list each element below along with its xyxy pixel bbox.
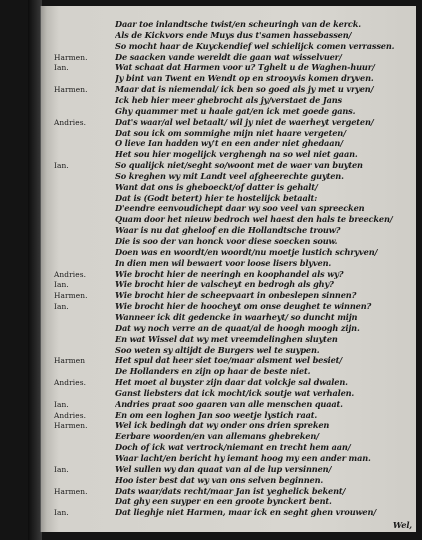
verse-line: [41, 171, 416, 182]
verse-text: In dien men wil bewaert voor loose lisers blyven.: [115, 257, 332, 268]
speaker-name: Harmen.: [54, 291, 88, 301]
verse-text: Ick heb hier meer ghebrocht als jy/verstaet de Jans: [115, 94, 342, 105]
verse-line: [41, 431, 416, 442]
verse-line: [41, 399, 416, 410]
verse-line: [41, 193, 416, 204]
verse-line: [41, 464, 416, 475]
verse-text: Hoo ister best dat wy van ons selven beginnen.: [115, 474, 324, 485]
verse-text: Wat schaat dat Harmen voor u? Tghelt u de Waghen-huur/: [115, 62, 375, 73]
book-page: [40, 6, 416, 532]
verse-line: [41, 366, 416, 377]
verse-line: [41, 160, 416, 171]
verse-line: [41, 312, 416, 323]
verse-text: Wanneer ick dit gedencke in waarheyt/ so duncht mijn: [115, 311, 358, 322]
verse-line: [41, 214, 416, 225]
verse-line: [41, 323, 416, 334]
verse-line: [41, 420, 416, 431]
speaker-name: Andries.: [54, 117, 87, 127]
verse-text: Want dat ons is gheboeckt/of datter is gehalt/: [115, 181, 318, 192]
verse-line: [41, 301, 416, 312]
verse-line: [41, 149, 416, 160]
verse-line: [41, 30, 416, 41]
verse-line: [41, 84, 416, 95]
verse-text: Als de Kickvors ende Muys dus t'samen hassebassen/: [115, 29, 352, 40]
verse-text: Dat wy noch verre an de quaat/al de hoogh moogh zijn.: [115, 322, 360, 333]
verse-text: Die is soo der van honck voor diese soecken souw.: [115, 236, 338, 247]
speaker-name: Harmen: [54, 356, 86, 366]
catchword-row: [41, 520, 416, 531]
verse-line: [41, 236, 416, 247]
verse-text: De saacken vande wereldt die gaan wat wisselvuer/: [115, 51, 342, 62]
dialogue-text-block: [41, 19, 416, 529]
verse-line: [41, 507, 416, 518]
verse-line: [41, 269, 416, 280]
speaker-name: Ian.: [54, 280, 69, 290]
verse-line: [41, 334, 416, 345]
speaker-name: Ian.: [54, 508, 69, 518]
speaker-name: Ian.: [54, 302, 69, 312]
speaker-name: Harmen.: [54, 486, 88, 496]
verse-line: [41, 95, 416, 106]
verse-text: Jy bint van Twent en Wendt op en strooyvis komen dryven.: [115, 73, 374, 84]
verse-text: D'eendre eenvoudichept daar wy soo veel van spreecken: [115, 203, 365, 214]
speaker-name: Harmen.: [54, 52, 88, 62]
speaker-name: Andries.: [54, 378, 87, 388]
verse-line: [41, 62, 416, 73]
verse-line: [41, 377, 416, 388]
verse-line: [41, 128, 416, 139]
speaker-name: Andries.: [54, 410, 87, 420]
verse-text: En wat Wissel dat wy met vreemdelinghen sluyten: [115, 333, 338, 344]
verse-line: [41, 106, 416, 117]
verse-line: [41, 138, 416, 149]
verse-text: Het sou hier mogelijck verghengh na so wel niet gaan.: [115, 149, 358, 160]
verse-text: Daar toe inlandtsche twist/en scheuringh van de kerck.: [115, 19, 361, 29]
verse-text: So qualijck niet/seght so/woont met de waer van buyten: [115, 160, 363, 171]
verse-text: Dats waar/dats recht/maar Jan ist yeghelick bekent/: [115, 485, 346, 496]
verse-text: Soo weten sy altijdt de Burgers wel te suypen.: [115, 344, 320, 355]
speaker-name: Ian.: [54, 63, 69, 73]
verse-text: Maar dat is niemendal/ ick ben so goed als jy met u vryen/: [115, 84, 374, 95]
catchword: Wel,: [392, 520, 412, 531]
verse-text: Waar lacht/en bericht hy iemant hoog my een ander man.: [115, 453, 371, 464]
verse-line: [41, 52, 416, 63]
verse-line: [41, 410, 416, 421]
verse-line: [41, 73, 416, 84]
verse-line: [41, 182, 416, 193]
verse-text: Het moet al buyster zijn daar dat volckje sal dwalen.: [115, 377, 348, 388]
verse-line: [41, 258, 416, 269]
verse-line: [41, 486, 416, 497]
verse-text: Dat lieghje niet Harmen, maar ick en seght ghen vrouwen/: [115, 507, 377, 518]
verse-line: [41, 117, 416, 128]
verse-text: So kreghen wy mit Landt veel afgheerechte guyten.: [115, 170, 344, 181]
speaker-name: Ian.: [54, 399, 69, 409]
verse-text: Ganst liebsters dat ick mocht/ick soutje wat verhalen.: [115, 387, 355, 398]
verse-text: Het spul dat heer siet toe/maar alsment wel besiet/: [115, 355, 343, 366]
verse-text: Doch of ick wat vertrock/niemant en trecht hem aan/: [115, 442, 351, 453]
verse-text: Dat ghy een suyper en een groote bynckert bent.: [115, 496, 332, 507]
verse-text: Wel sullen wy dan quaat van al de lup versinnen/: [115, 463, 332, 474]
verse-text: Quam door het nieuw bedroch wel haest den hals te breecken/: [115, 214, 393, 225]
verse-text: Wie brocht hier de neeringh en koophandel als wy?: [115, 268, 344, 279]
verse-text: Wel ick bedingh dat wy onder ons drien spreken: [115, 420, 330, 431]
verse-line: [41, 19, 416, 30]
verse-text: Wie brocht hier de hoocheyt om onse deughet te winnen?: [115, 301, 372, 312]
speaker-name: Ian.: [54, 464, 69, 474]
verse-line: [41, 475, 416, 486]
verse-line: [41, 279, 416, 290]
verse-line: [41, 442, 416, 453]
verse-line: [41, 225, 416, 236]
speaker-name: Harmen.: [54, 421, 88, 431]
verse-text: Dat's waar/al wel betaalt/ wil jy niet de waerheyt vergeten/: [115, 116, 374, 127]
verse-line: [41, 41, 416, 52]
speaker-name: Harmen.: [54, 85, 88, 95]
verse-text: Wie brocht hier de valscheyt en bedrogh als ghy?: [115, 279, 334, 290]
verse-text: De Hollanders en zijn op haar de beste niet.: [115, 366, 311, 377]
verse-line: [41, 345, 416, 356]
verse-text: En om een loghen Jan soo weetje lystich raat.: [115, 409, 318, 420]
verse-line: [41, 453, 416, 464]
verse-text: Dat is (Godt betert) hier te hostelijck betaalt:: [115, 192, 318, 203]
verse-text: O lieve Ian hadden wy't en een ander niet ghedaan/: [115, 138, 343, 149]
verse-line: [41, 203, 416, 214]
verse-text: So mocht haar de Kuyckendief wel schielijck comen verrassen.: [115, 40, 395, 51]
verse-line: [41, 496, 416, 507]
verse-line: [41, 247, 416, 258]
verse-text: Doen was en woordt/en woordt/nu moetje lustich schryven/: [115, 246, 378, 257]
verse-line: [41, 388, 416, 399]
verse-text: Eerbare woorden/en van allemans ghebreken/: [115, 431, 319, 442]
speaker-name: Andries.: [54, 269, 87, 279]
verse-line: [41, 290, 416, 301]
verse-text: Ghy quammer met u haale gat/en ick met goede gans.: [115, 105, 356, 116]
speaker-name: Ian.: [54, 161, 69, 171]
verse-line: [41, 355, 416, 366]
verse-text: Waar is nu dat gheloof en die Hollandtsche trouw?: [115, 225, 341, 236]
verse-text: Wie brocht hier de scheepvaart in onbeslepen sinnen?: [115, 290, 357, 301]
verse-text: Dat sou ick om sommighe mijn niet haare vergeten/: [115, 127, 346, 138]
verse-text: Andries praat soo gaaren van alle menschen quaat.: [115, 398, 343, 409]
